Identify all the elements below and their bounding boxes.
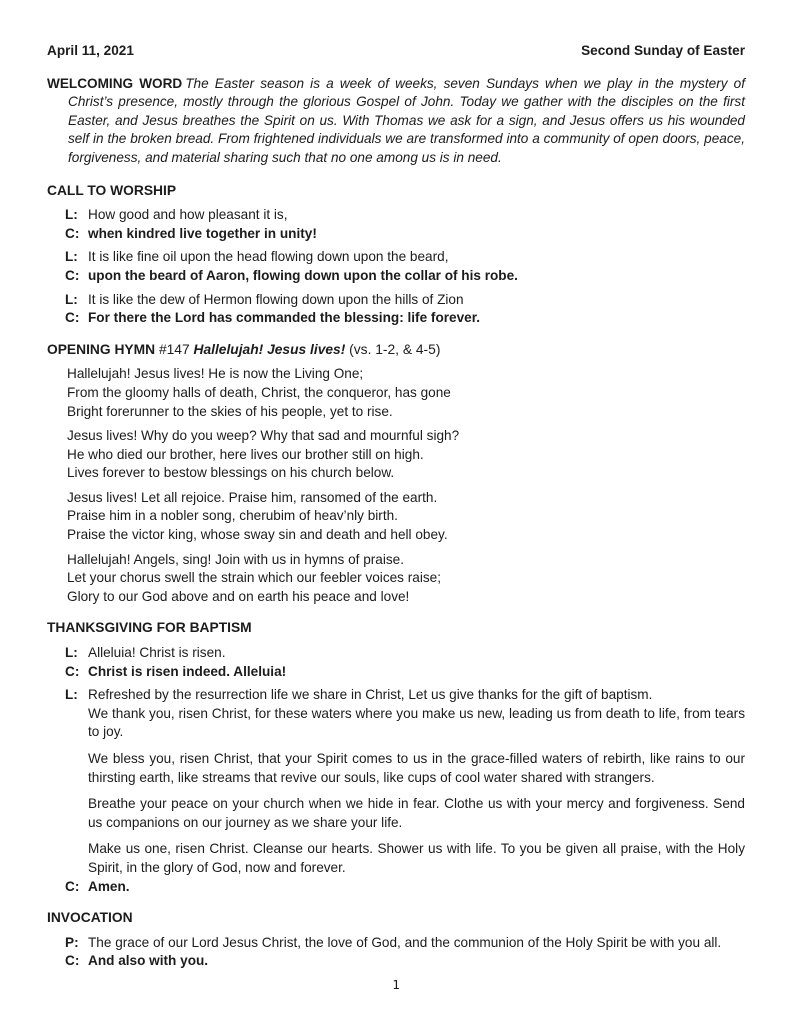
presider-label: P: (65, 934, 79, 950)
section-opening-hymn (47, 334, 745, 613)
people-text: Christ is risen indeed. Alleluia! (88, 663, 287, 679)
responsive-reading-group (47, 644, 745, 681)
people-text: For there the Lord has commanded the blessing: life forever. (88, 310, 481, 326)
people-text: And also with you. (88, 953, 209, 969)
presider-text: The grace of our Lord Jesus Christ, the love of God, and the communion of the Holy Spirit be with you all. (88, 934, 722, 950)
welcoming-word-heading: WELCOMING WORD (47, 75, 183, 91)
prayer-paragraph: Breathe your peace on your church when we hide in fear. Clothe us with your mercy and forgiveness. Send us companions on our journey as we share your life. (88, 796, 745, 830)
section-welcoming-word (47, 75, 745, 175)
leader-label: L: (65, 249, 78, 265)
call-to-worship-heading: CALL TO WORSHIP (47, 182, 177, 198)
people-line (65, 663, 745, 682)
prayer-paragraph: We thank you, risen Christ, for these waters where you make us new, leading us from death to life, from tears to joy. (88, 705, 745, 740)
leader-text: It is like the dew of Hermon flowing down upon the hills of Zion (88, 291, 464, 307)
leader-label: L: (65, 291, 78, 307)
amen-line (65, 878, 745, 897)
page-number: 1 (392, 976, 400, 992)
hymn-number: #147 (158, 341, 190, 357)
baptism-prayer (65, 686, 745, 877)
hymn-line: He who died our brother, here lives our brother still on high. (67, 446, 424, 462)
hymn-line: Jesus lives! Let all rejoice. Praise him, ransomed of the earth. (67, 489, 438, 505)
leader-line (65, 206, 745, 225)
hymn-line: Bright forerunner to the skies of his people, yet to rise. (67, 403, 393, 419)
people-line (65, 309, 745, 328)
leader-text: How good and how pleasant it is, (88, 207, 288, 223)
people-text: upon the beard of Aaron, flowing down upon the collar of his robe. (88, 267, 518, 283)
prayer-intro: Refreshed by the resurrection life we share in Christ, Let us give thanks for the gift of baptism. (88, 687, 653, 703)
responsive-reading-group (47, 248, 745, 285)
service-title: Second Sunday of Easter (581, 43, 745, 58)
leader-line (65, 644, 745, 663)
prayer-paragraph: Make us one, risen Christ. Cleanse our hearts. Shower us with life. To you be given all praise, with the Holy Spirit, in the glory of God, now and forever. (88, 841, 745, 875)
people-label: C: (65, 953, 80, 969)
hymn-stanza (47, 551, 745, 607)
people-line (65, 225, 745, 244)
presider-line (65, 934, 745, 953)
hymn-line: Jesus lives! Why do you weep? Why that sad and mournful sigh? (67, 428, 460, 444)
hymn-title: Hallelujah! Jesus lives! (193, 341, 346, 357)
hymn-line: Hallelujah! Angels, sing! Join with us in hymns of praise. (67, 551, 404, 567)
section-invocation (47, 902, 745, 976)
leader-text: It is like fine oil upon the head flowing down upon the beard, (88, 249, 449, 265)
page-header (47, 42, 745, 61)
people-text: when kindred live together in unity! (88, 225, 317, 241)
hymn-line: From the gloomy halls of death, Christ, the conqueror, has gone (67, 384, 451, 400)
thanksgiving-heading: THANKSGIVING FOR BAPTISM (47, 620, 252, 636)
prayer-paragraph: We bless you, risen Christ, that your Spirit comes to us in the grace-filled waters of rebirth, like rains to our thirsting earth, like streams that revive our souls, like cups of cool water shared with strangers. (88, 751, 745, 785)
responsive-reading-group (47, 291, 745, 328)
people-label: C: (65, 878, 80, 894)
leader-label: L: (65, 687, 78, 703)
invocation-heading: INVOCATION (47, 910, 133, 926)
welcoming-word-text: The Easter season is a week of weeks, seven Sundays when we play in the mystery of Christ’s presence, mostly through the glorious Gospel of John. Today we gather with the disciples on the first Easter, and Jesus breathes the Spirit on us. With Thomas we ask for a sign, and Jesus offers us his wounded self in the broken bread. From frightened individuals we are transformed into a community of open doors, peace, forgiveness, and material sharing such that no one among us is in need. (68, 75, 745, 165)
hymn-stanza (47, 489, 745, 545)
welcoming-word-paragraph (47, 75, 745, 168)
leader-label: L: (65, 645, 78, 661)
page-footer (47, 976, 745, 995)
people-label: C: (65, 310, 80, 326)
responsive-reading-group (47, 934, 745, 971)
section-call-to-worship (47, 175, 745, 334)
hymn-line: Praise him in a nobler song, cherubim of heav’nly birth. (67, 508, 398, 524)
people-label: C: (65, 663, 80, 679)
hymn-stanza (47, 427, 745, 483)
opening-hymn-heading: OPENING HYMN (47, 341, 156, 357)
hymn-verses-note: (vs. 1-2, & 4-5) (349, 341, 441, 357)
service-date: April 11, 2021 (47, 43, 134, 58)
hymn-line: Hallelujah! Jesus lives! He is now the Living One; (67, 366, 364, 382)
leader-line (65, 248, 745, 267)
hymn-stanza (47, 365, 745, 421)
amen-text: Amen. (88, 878, 130, 894)
hymn-line: Praise the victor king, whose sway sin and death and hell obey. (67, 527, 448, 543)
hymn-line: Glory to our God above and on earth his peace and love! (67, 588, 410, 604)
opening-hymn-heading-line (47, 341, 745, 360)
people-label: C: (65, 225, 80, 241)
prayer-text (88, 686, 745, 877)
leader-label: L: (65, 207, 78, 223)
hymn-line: Let your chorus swell the strain which our feebler voices raise; (67, 570, 442, 586)
people-line (65, 267, 745, 286)
responsive-reading-group (47, 206, 745, 243)
leader-line (65, 291, 745, 310)
people-label: C: (65, 267, 80, 283)
leader-text: Alleluia! Christ is risen. (88, 645, 226, 661)
hymn-line: Lives forever to bestow blessings on his church below. (67, 465, 395, 481)
people-line (65, 952, 745, 971)
section-thanksgiving-for-baptism (47, 612, 745, 902)
